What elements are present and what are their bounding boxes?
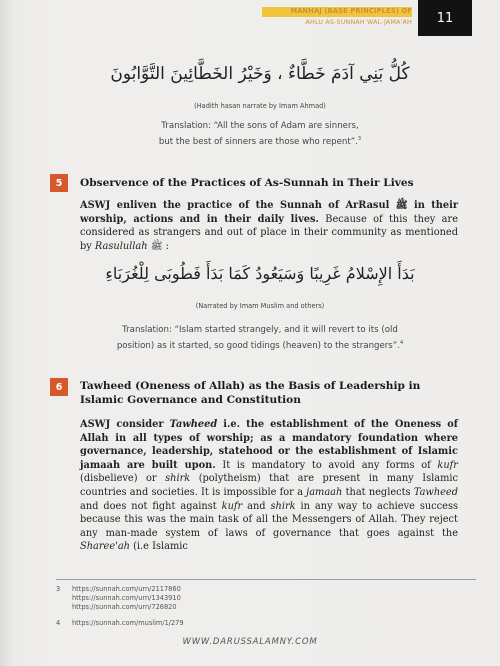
section-number-badge: 5	[50, 174, 68, 192]
section-title-line: Islamic Governance and Constitution	[80, 394, 301, 406]
section-6-paragraph	[80, 418, 458, 554]
italic-term: Rasulullah	[94, 240, 148, 252]
paragraph-text: and does not fight against	[80, 500, 222, 512]
section-5-paragraph	[80, 199, 458, 253]
translation-line	[70, 337, 450, 353]
paragraph-text: Because of this they are considered as strangers and out of place in their community as mentioned by	[80, 213, 458, 252]
footnote-3	[56, 585, 436, 612]
section-title	[80, 379, 460, 407]
paragraph-text: ﷺ :	[147, 240, 169, 252]
translation-text: position) as it started, so good tidings (heaven) to the strangers”.	[116, 340, 400, 351]
translation-text: but the best of sinners are those who repent”.	[158, 136, 358, 147]
hadith-2-translation	[70, 324, 450, 353]
footnote-link[interactable]: https://sunnah.com/urn/1343910	[72, 594, 181, 602]
translation-line	[70, 133, 450, 149]
hadith-2-source: (Narrated by Imam Muslim and others)	[195, 302, 325, 310]
italic-term: kufr	[437, 459, 458, 471]
running-header-subtitle: AHLU AS-SUNNAH WAL-JAMA'AH	[305, 19, 412, 26]
italic-term: Sharee'ah	[80, 541, 130, 553]
publisher-website: WWW.DARUSSALAMNY.COM	[182, 637, 318, 647]
paragraph-text: It is mandatory to avoid any forms of	[215, 459, 438, 471]
italic-term: shirk	[165, 473, 191, 485]
paragraph-text: (polytheism) that are present in many Islamic countries and societies. It is impossible for a	[80, 473, 458, 498]
hadith-1-source: (Hadith hasan narrate by Imam Ahmad)	[194, 102, 326, 110]
paragraph-text: and	[242, 500, 271, 512]
bold-text: ASWJ consider	[80, 419, 170, 430]
italic-term: Tawheed	[413, 486, 458, 498]
italic-term: Tawheed	[169, 419, 218, 430]
footnote-ref: 4	[399, 340, 404, 346]
italic-term: shirk	[270, 500, 296, 512]
arabic-hadith-2: بَدَأَ الإِسْلامُ غَرِيبًا وَسَيَعُودُ كَمَا بَدَأَ فَطُوبَى لِلْغُرَبَاءِ	[105, 264, 415, 283]
section-title: Observence of the Practices of As-Sunnah in Their Lives	[80, 177, 414, 189]
paragraph-text: (disbelieve) or	[80, 473, 166, 485]
footnote-link[interactable]: https://sunnah.com/urn/2117860	[72, 585, 181, 593]
footnote-ref: 3	[357, 136, 362, 142]
translation-line: Translation: “All the sons of Adam are sinners,	[161, 121, 359, 131]
section-title-line: Tawheed (Oneness of Allah) as the Basis of Leadership in	[80, 380, 421, 392]
running-header-title: MANHAJ (BASE PRINCIPLES) OF	[290, 7, 412, 15]
paragraph-text: that neglects	[342, 486, 414, 498]
section-number-badge: 6	[50, 378, 68, 396]
arabic-hadith-1: كُلُّ بَنِي آدَمَ خَطَّاءٌ ، وَخَيْرُ الخَطَّائِينَ التَّوَّابُونَ	[110, 64, 410, 84]
italic-term: jamaah	[306, 486, 343, 498]
translation-line: Translation: “Islam started strangely, and it will revert to its (old	[122, 325, 398, 335]
footnote-link[interactable]: https://sunnah.com/muslim/1/279	[72, 619, 184, 627]
footnote-rule	[56, 579, 476, 580]
footnote-number: 4	[56, 619, 61, 627]
page-number: 11	[418, 0, 472, 36]
footnote-number: 3	[56, 585, 61, 593]
italic-term: kufr	[221, 500, 243, 512]
paragraph-text: (i.e Islamic	[129, 541, 188, 553]
bold-statement: ASWJ enliven the practice of the Sunnah of ArRasul ﷺ in their worship, actions and in their daily lives.	[80, 200, 459, 225]
footnote-4	[56, 619, 436, 628]
footnote-link[interactable]: https://sunnah.com/urn/726820	[72, 603, 177, 611]
hadith-1-translation	[70, 120, 450, 149]
paragraph-text: in any way to achieve success because this was the main task of all the Messengers of Allah. They reject any man-made system of laws of governance that goes against the	[80, 500, 459, 539]
bold-text: i.e. the establishment of the Oneness of Allah in all types of worship; as a mandatory foundation where governance, leadership, statehood or the establishment of Islamic jamaah are built upon.	[80, 419, 458, 471]
